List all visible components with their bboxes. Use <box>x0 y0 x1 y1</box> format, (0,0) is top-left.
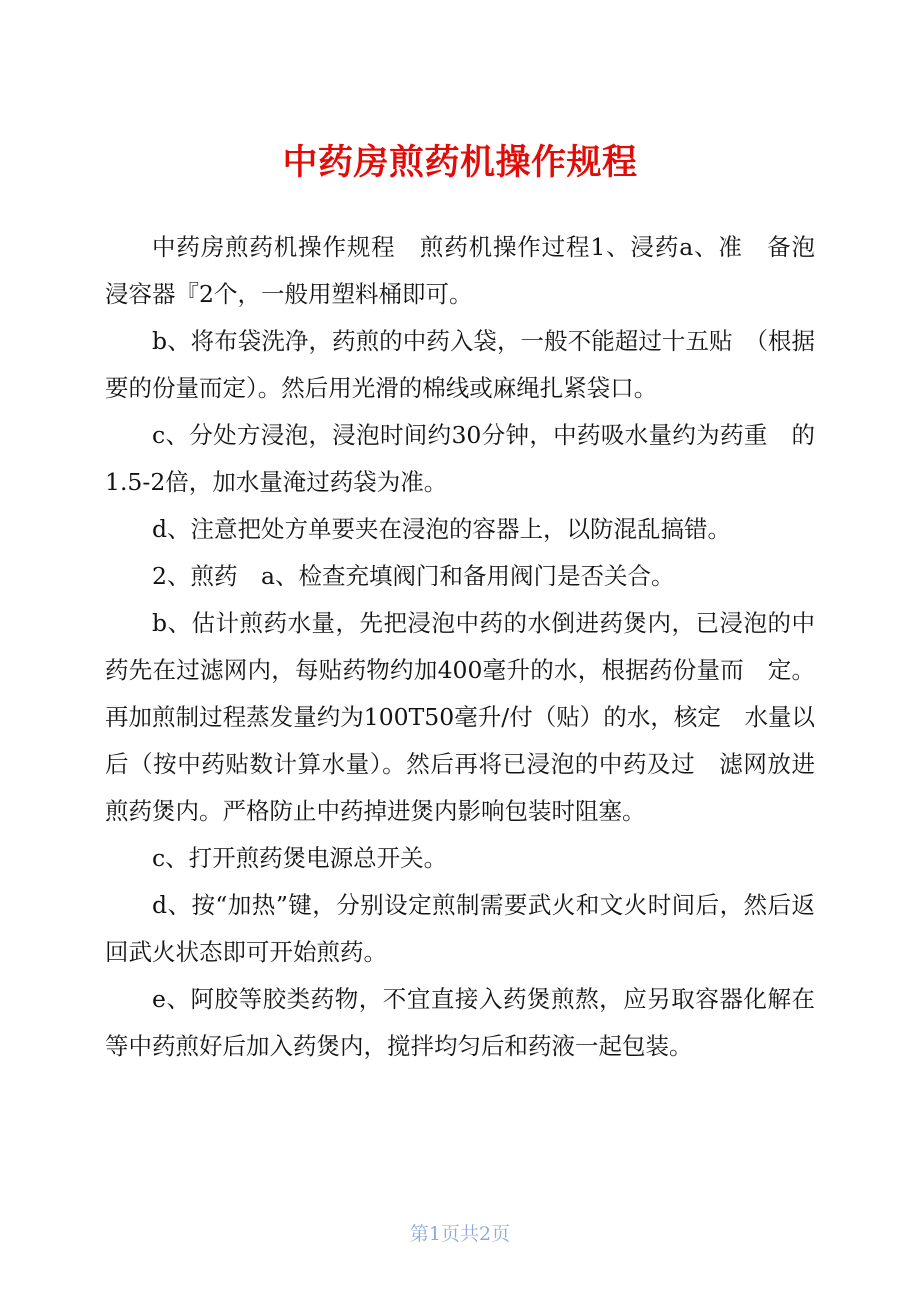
paragraph-2b: b、估计煎药水量，先把浸泡中药的水倒进药煲内，已浸泡的中药先在过滤网内，每贴药物约加400毫升的水，根据药份量而 定。再加煎制过程蒸发量约为100T50毫升/付（贴）的水，核定 水量以后（按中药贴数计算水量）。然后再将已浸泡的中药及过 滤网放进煎药煲内。严格防止中药掉进煲内影响包装时阻塞。 <box>105 609 815 825</box>
paragraph-2d: d、按“加热”键，分别设定煎制需要武火和文火时间后，然后返回武火状态即可开始煎药。 <box>105 891 815 966</box>
paragraph-1b: b、将布袋洗净，药煎的中药入袋，一般不能超过十五贴 （根据 要的份量而定）。然后用光滑的棉线或麻绳扎紧袋口。 <box>105 327 839 402</box>
page-title: 中药房煎药机操作规程 <box>282 143 638 184</box>
page-number-footer: 第1页共2页 <box>409 1223 511 1245</box>
paragraph-2e: e、阿胶等胶类药物，不宜直接入药煲煎熬，应另取容器化解在等中药煎好后加入药煲内，搅拌均匀后和药液一起包装。 <box>105 985 815 1060</box>
paragraph-1c: c、分处方浸泡，浸泡时间约30分钟，中药吸水量约为药重 的1.5-2倍，加水量淹过药袋为准。 <box>105 421 815 496</box>
paragraph-intro: 中药房煎药机操作规程 煎药机操作过程1、浸药a、准 备泡浸容器『2个，一般用塑料桶即可。 <box>105 233 815 308</box>
document-body <box>105 224 839 1070</box>
paragraph-2c: c、打开煎药煲电源总开关。 <box>152 844 448 872</box>
paragraph-1d: d、注意把处方单要夹在浸泡的容器上，以防混乱搞错。 <box>152 515 732 543</box>
paragraph-2-heading: 2、煎药 a、检查充填阀门和备用阀门是否关合。 <box>152 562 675 590</box>
